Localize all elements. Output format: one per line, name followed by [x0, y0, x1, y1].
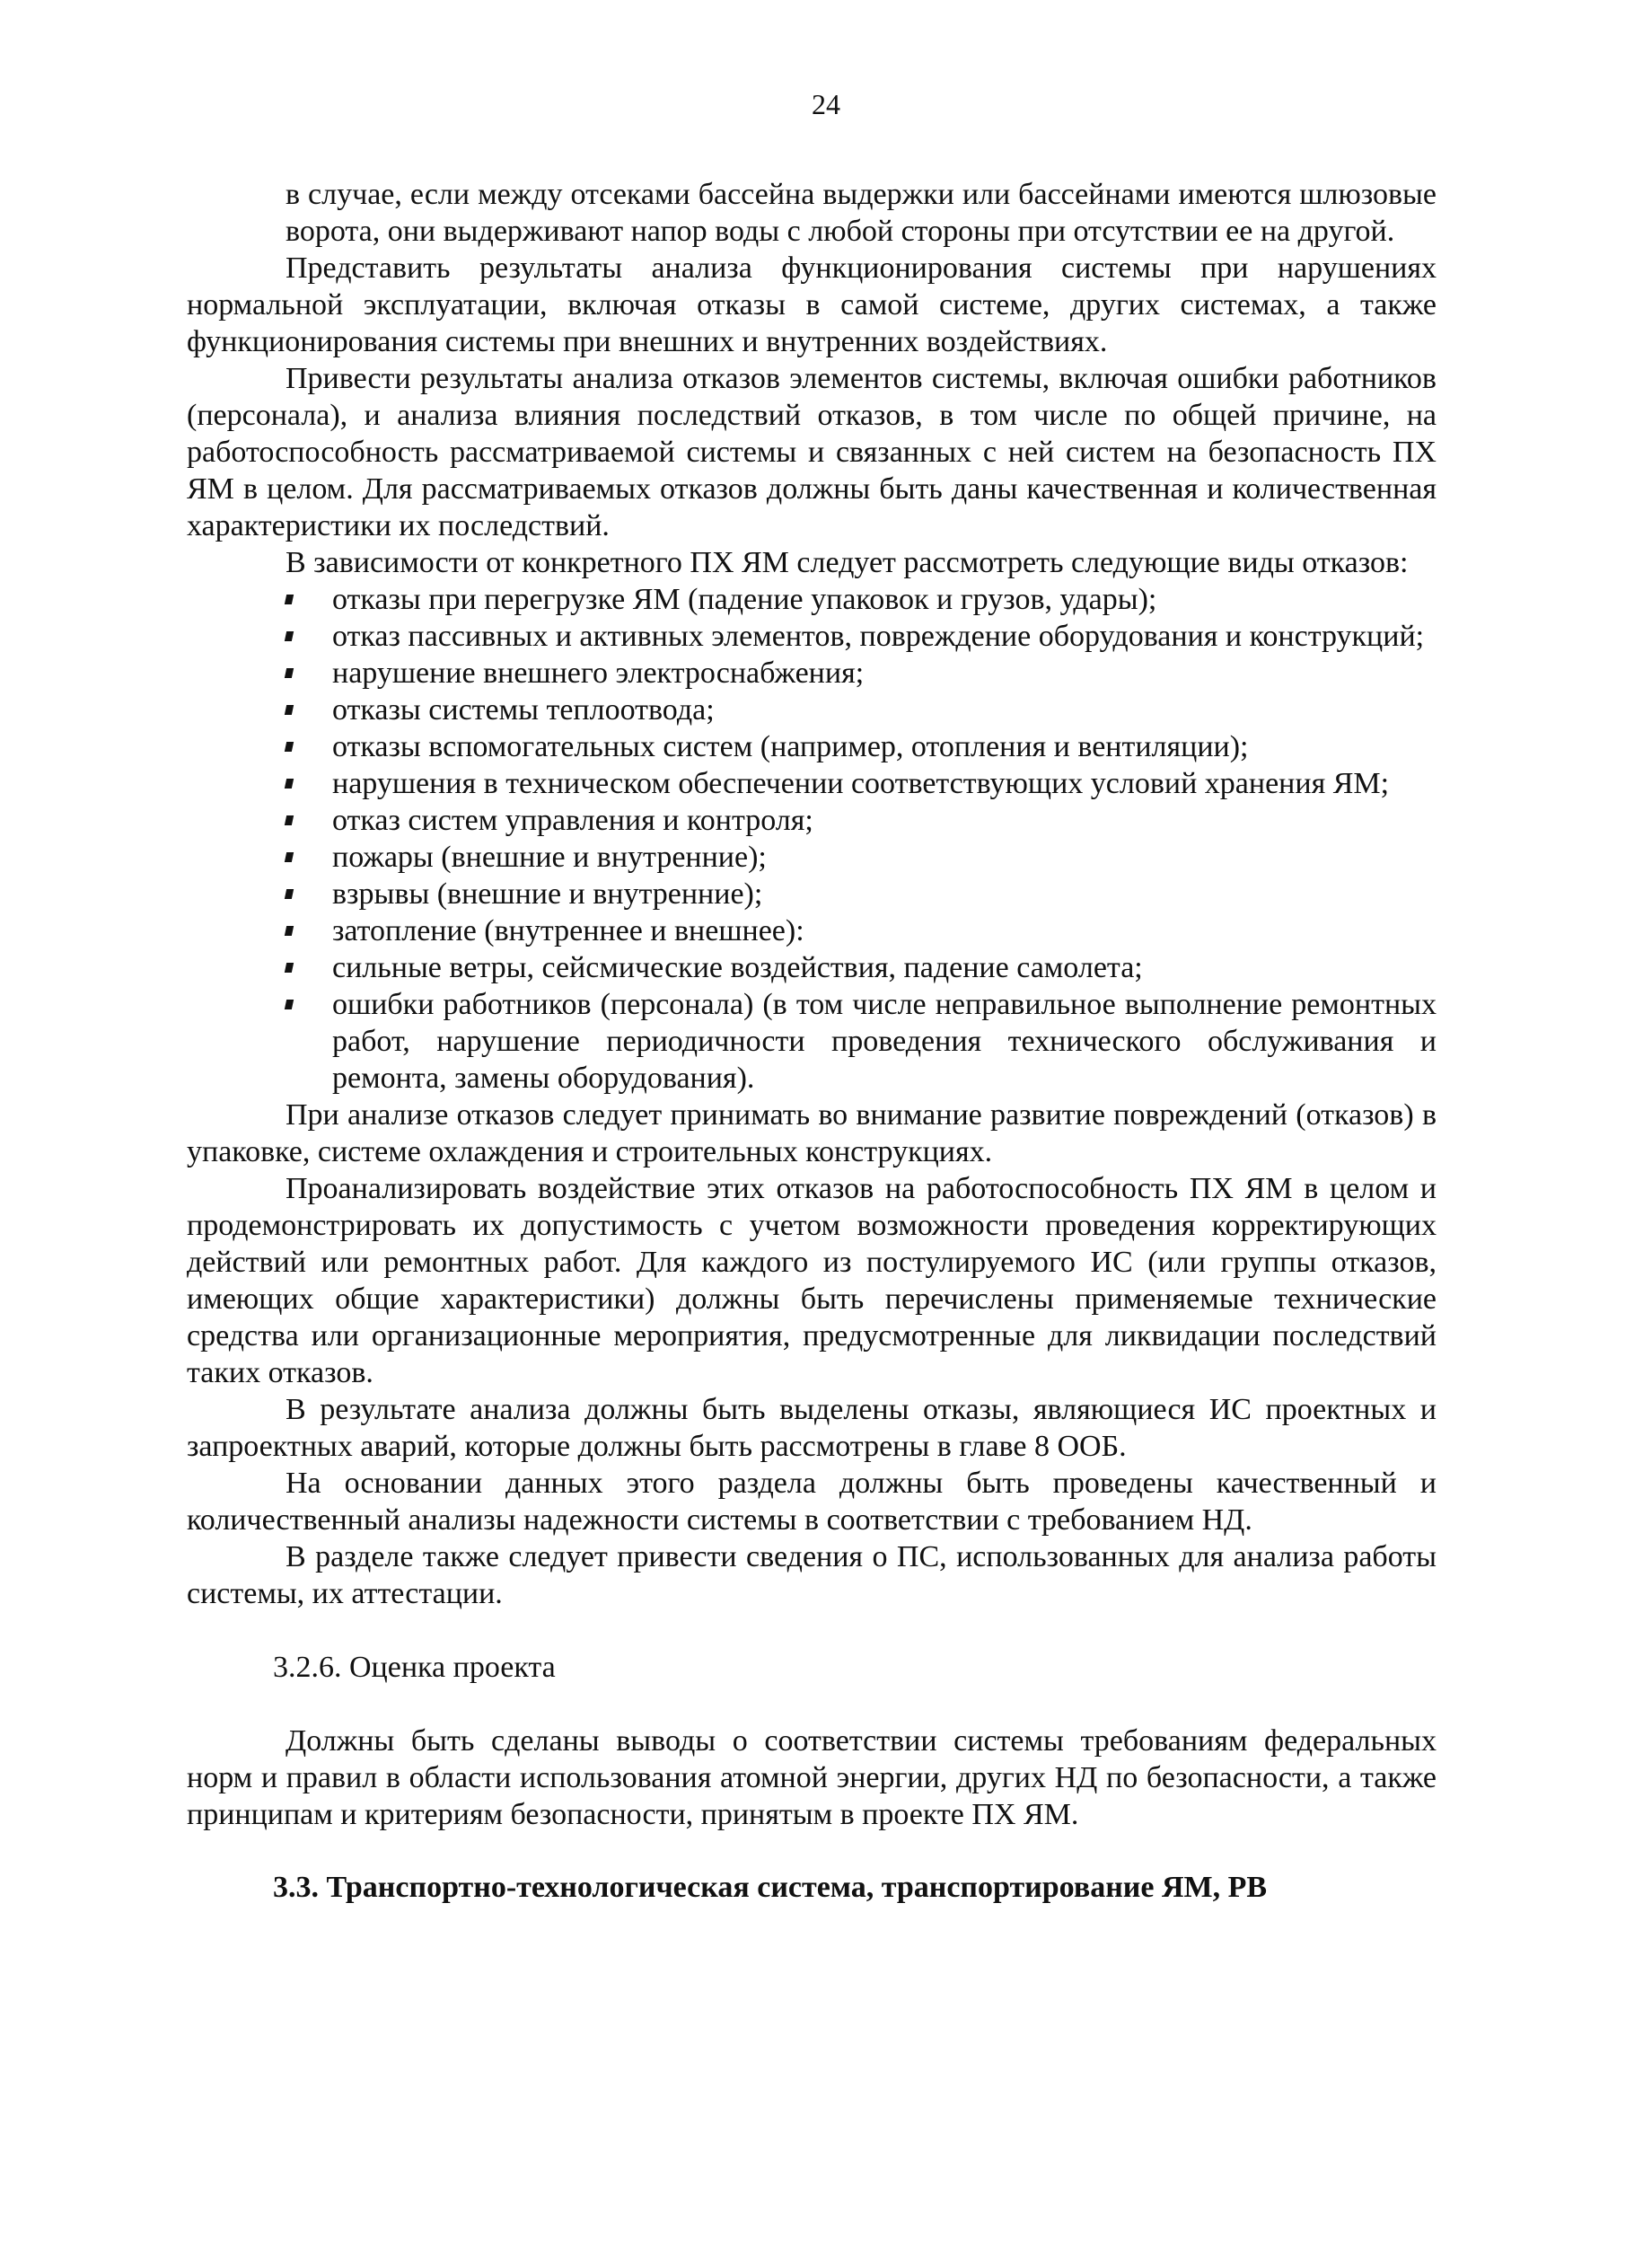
list-item [187, 581, 1437, 618]
list-item [187, 802, 1437, 839]
list-item-text: отказ пассивных и активных элементов, повреждение оборудования и конструкций; [332, 620, 1425, 653]
document-body [187, 176, 1437, 1906]
list-item-text: затопление (внутреннее и внешнее): [332, 914, 804, 947]
bullet-icon [285, 926, 294, 936]
list-item [187, 986, 1437, 1097]
list-item-text: отказы системы теплоотвода; [332, 693, 715, 727]
paragraph-reliability-analysis: На основании данных этого раздела должны быть проведены качественный и количественный анализы надежности системы в соответствии с требованием НД. [187, 1467, 1437, 1537]
bullet-icon [285, 631, 294, 641]
paragraph-failure-types-intro: В зависимости от конкретного ПХ ЯМ следует рассмотреть следующие виды отказов: [286, 546, 1409, 579]
list-item-text: нарушения в техническом обеспечении соответствующих условий хранения ЯМ; [332, 767, 1390, 800]
bullet-icon [285, 852, 294, 862]
list-item-text: отказы при перегрузке ЯМ (падение упаковок и грузов, удары); [332, 583, 1157, 616]
intro-continuation: в случае, если между отсеками бассейна выдержки или бассейнами имеются шлюзовые ворота, они выдерживают напор воды с любой стороны при отсутствии ее на другой. [286, 178, 1437, 248]
list-item-text: пожары (внешние и внутренние); [332, 841, 767, 874]
list-item [187, 912, 1437, 949]
bullet-icon [285, 1000, 294, 1009]
bullet-icon [285, 705, 294, 715]
list-item-text: нарушение внешнего электроснабжения; [332, 656, 865, 690]
bullet-icon [285, 963, 294, 973]
list-item [187, 618, 1437, 655]
list-item [187, 839, 1437, 876]
subsection-title: 3.2.6. Оценка проекта [273, 1651, 556, 1684]
list-item [187, 728, 1437, 765]
list-item [187, 765, 1437, 802]
paragraph-initiating-events: В результате анализа должны быть выделены отказы, являющиеся ИС проектных и запроектных аварий, которые должны быть рассмотрены в главе 8 ООБ. [187, 1393, 1437, 1463]
paragraph-software-info: В разделе также следует привести сведения о ПС, использованных для анализа работы системы, их аттестации. [187, 1540, 1437, 1610]
list-item-text: отказ систем управления и контроля; [332, 804, 813, 837]
bullet-icon [285, 779, 294, 789]
bullet-icon [285, 889, 294, 899]
list-item-text: ошибки работников (персонала) (в том числе неправильное выполнение ремонтных работ, нарушение периодичности проведения технического обслуживания и ремонта, замены оборудования). [332, 988, 1437, 1095]
list-item [187, 655, 1437, 692]
list-item-text: сильные ветры, сейсмические воздействия, падение самолета; [332, 951, 1143, 984]
paragraph-damage-development: При анализе отказов следует принимать во внимание развитие повреждений (отказов) в упаковке, системе охлаждения и строительных конструкциях. [187, 1098, 1437, 1168]
bullet-icon [285, 668, 294, 678]
bullet-icon [285, 595, 294, 604]
section-title: 3.3. Транспортно-технологическая система, транспортирование ЯМ, РВ [273, 1871, 1268, 1904]
list-item-text: взрывы (внешние и внутренние); [332, 877, 763, 911]
list-item [187, 949, 1437, 986]
bullet-icon [285, 815, 294, 825]
page-number: 24 [812, 88, 840, 120]
paragraph-impact-analysis: Проанализировать воздействие этих отказов на работоспособность ПХ ЯМ в целом и продемонстрировать их допустимость с учетом возможности проведения корректирующих действий или ремонтных работ. Для каждого из постулируемого ИС (или группы отказов, имеющих общие характеристики) должны быть перечислены применяемые технические средства или организационные мероприятия, предусмотренные для ликвидации последствий таких отказов. [187, 1172, 1437, 1389]
failure-types-list [187, 581, 1437, 1097]
paragraph-malfunction-analysis: Представить результаты анализа функционирования системы при нарушениях нормальной эксплуатации, включая отказы в самой системе, других системах, а также функционирования системы при внешних и внутренних воздействиях. [187, 251, 1437, 358]
list-item [187, 692, 1437, 728]
list-item [187, 876, 1437, 912]
paragraph-project-assessment: Должны быть сделаны выводы о соответствии системы требованиям федеральных норм и правил в области использования атомной энергии, других НД по безопасности, а также принципам и критериям безопасности, принятым в проекте ПХ ЯМ. [187, 1724, 1437, 1831]
bullet-icon [285, 742, 294, 752]
list-item-text: отказы вспомогательных систем (например, отопления и вентиляции); [332, 730, 1249, 763]
paragraph-failure-analysis: Привести результаты анализа отказов элементов системы, включая ошибки работников (персонала), и анализа влияния последствий отказов, в том числе по общей причине, на работоспособность рассматриваемой системы и связанных с ней систем на безопасность ПХ ЯМ в целом. Для рассматриваемых отказов должны быть даны качественная и количественная характеристики их последствий. [187, 362, 1437, 542]
